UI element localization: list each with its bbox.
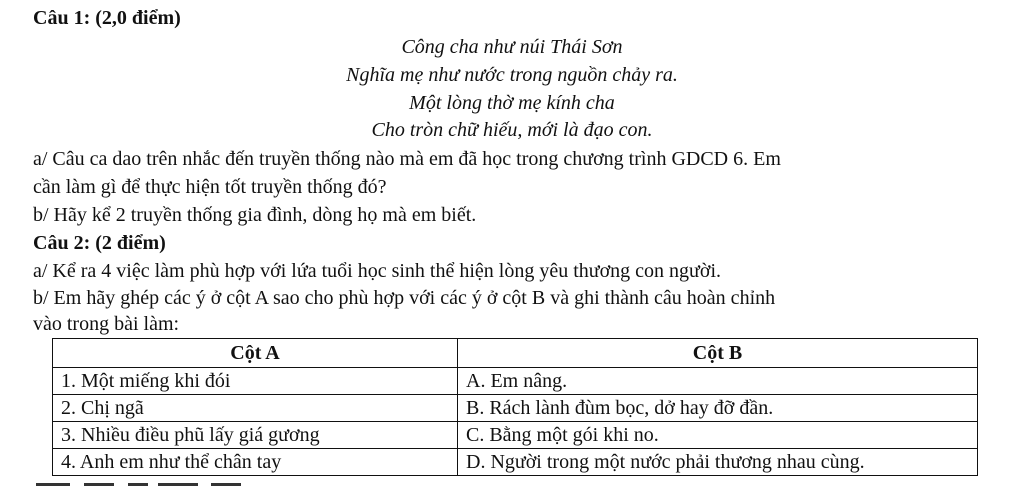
poem-line-2: Nghĩa mẹ như nước trong nguồn chảy ra. [346, 64, 678, 86]
column-a-cell: 2. Chị ngã [53, 395, 458, 422]
question-2a: a/ Kể ra 4 việc làm phù hợp với lứa tuổi học sinh thể hiện lòng yêu thương con người. [33, 260, 722, 282]
question-2-heading: Câu 2: (2 điểm) [33, 232, 166, 254]
table-row [53, 422, 978, 449]
column-b-cell: D. Người trong một nước phải thương nhau cùng. [458, 449, 978, 476]
table-row [53, 368, 978, 395]
column-b-header: Cột B [458, 339, 978, 368]
question-1b: b/ Hãy kể 2 truyền thống gia đình, dòng họ mà em biết. [33, 204, 477, 226]
matching-table [52, 338, 978, 476]
column-a-cell: 3. Nhiều điều phũ lấy giá gương [53, 422, 458, 449]
table-row [53, 449, 978, 476]
poem-line-4: Cho tròn chữ hiếu, mới là đạo con. [371, 119, 653, 141]
cut-off-text-bottom [36, 481, 296, 487]
table-header-row [53, 339, 978, 368]
column-a-cell: 4. Anh em như thể chân tay [53, 449, 458, 476]
column-b-cell: A. Em nâng. [458, 368, 978, 395]
poem-line-1: Công cha như núi Thái Sơn [401, 36, 623, 58]
column-b-cell: C. Bằng một gói khi no. [458, 422, 978, 449]
question-1a-line-2: cần làm gì để thực hiện tốt truyền thống đó? [33, 176, 387, 198]
poem-line-3: Một lòng thờ mẹ kính cha [409, 92, 615, 114]
column-a-header: Cột A [53, 339, 458, 368]
question-1-heading: Câu 1: (2,0 điểm) [33, 7, 181, 29]
column-a-cell: 1. Một miếng khi đói [53, 368, 458, 395]
question-2b-line-1: b/ Em hãy ghép các ý ở cột A sao cho phù hợp với các ý ở cột B và ghi thành câu hoàn chỉnh [33, 287, 776, 309]
question-2b-line-2: vào trong bài làm: [33, 313, 180, 335]
column-b-cell: B. Rách lành đùm bọc, dở hay đỡ đần. [458, 395, 978, 422]
cut-off-text-top [265, 0, 985, 3]
question-1a-line-1: a/ Câu ca dao trên nhắc đến truyền thống nào mà em đã học trong chương trình GDCD 6. Em [33, 148, 781, 170]
table-row [53, 395, 978, 422]
